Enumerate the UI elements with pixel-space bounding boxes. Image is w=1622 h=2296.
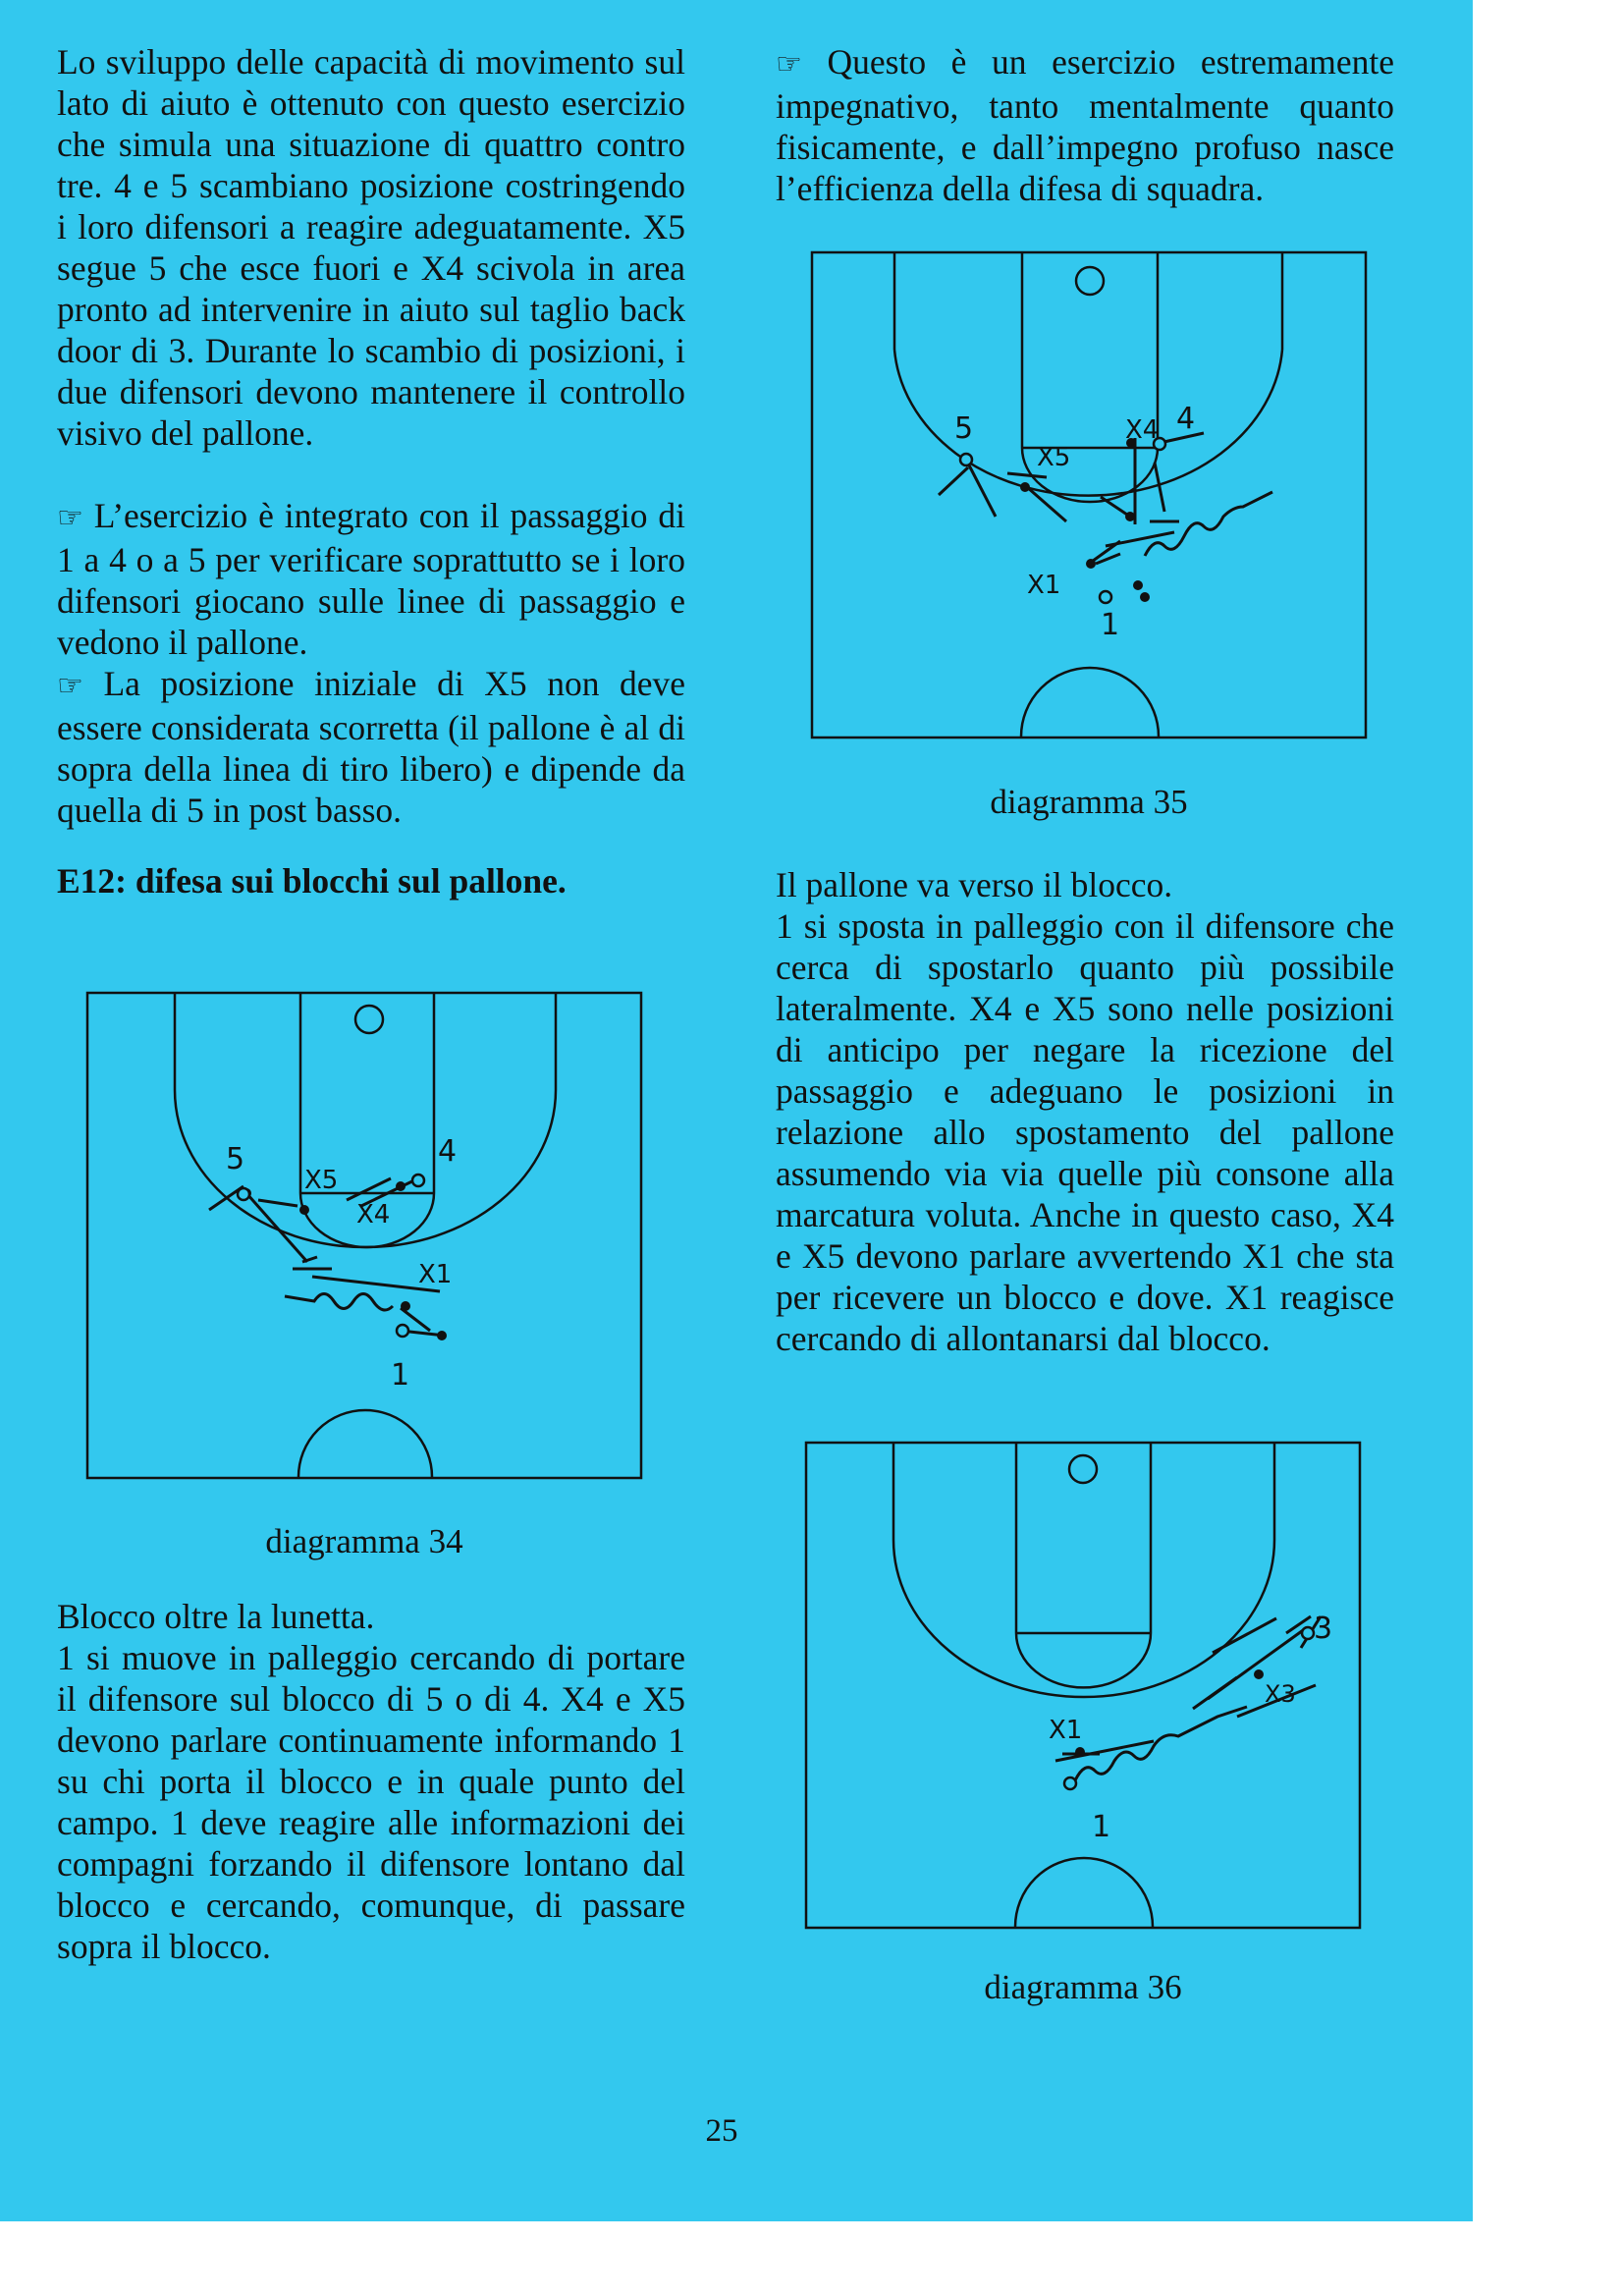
diagram-35-label-5: 5 — [954, 411, 974, 446]
left-column-bottom — [57, 1596, 685, 1967]
court-boundary — [87, 993, 641, 1478]
section-heading: E12: difesa sui blocchi sul pallone. — [57, 861, 567, 901]
three-point-arc — [894, 350, 1282, 496]
basket — [355, 1006, 383, 1033]
diagram-35 — [811, 251, 1367, 738]
left-paragraph-4: 1 si muove in palleggio cercando di portare il difensore sul blocco di 5 o di 4. X4 e X5 devono parlare continuamente informando 1 su chi porta il blocco e in quale punto del campo. 1 deve reagire alle informazioni dei compagni forzando il difensore lontano dal blocco e cercando, comunque, di passare sopra il blocco. — [57, 1638, 685, 1966]
three-point-arc — [893, 1540, 1274, 1697]
diagram-34-label-4: 4 — [438, 1134, 458, 1169]
court-diagram-34 — [86, 992, 642, 1479]
court-diagram-36 — [805, 1442, 1361, 1929]
center-circle-half — [298, 1410, 432, 1477]
diagram-34-label-x1: X1 — [418, 1260, 453, 1289]
pointing-hand-icon: ☞ — [57, 501, 83, 535]
pointing-hand-icon: ☞ — [57, 669, 83, 703]
page-number: 25 — [705, 2113, 738, 2149]
diagram-36-label-1: 1 — [1092, 1810, 1111, 1844]
diagram-36-caption: diagramma 36 — [984, 1968, 1182, 2006]
center-circle-half — [1015, 1858, 1153, 1927]
diagram-34-label-5: 5 — [226, 1142, 245, 1176]
right-column — [776, 41, 1394, 209]
left-paragraph-4-title: Blocco oltre la lunetta. — [57, 1597, 375, 1636]
diagram-34 — [86, 992, 642, 1479]
diagram-36-label-x3: X3 — [1265, 1680, 1296, 1708]
right-paragraph-2-title: Il pallone va verso il blocco. — [776, 865, 1173, 904]
diagram-34-label-x5: X5 — [304, 1166, 339, 1195]
basket — [1069, 1455, 1097, 1483]
diagram-35-caption: diagramma 35 — [990, 783, 1188, 821]
right-column-middle — [776, 864, 1394, 1359]
right-paragraph-2: 1 si sposta in palleggio con il difensore che cerca di spostarlo quanto più possibile lateralmente. X4 e X5 sono nelle posizioni di anticipo per negare la ricezione del passaggio e adeguano le posizioni in relazione allo spostamento del pallone assumendo via via quelle più consone alla marcatura voluta. Anche in questo caso, X4 e X5 devono parlare avvertendo X1 che sta per ricevere un blocco e dove. X1 reagisce cercando di allontanarsi dal blocco. — [776, 906, 1394, 1358]
left-column — [57, 41, 685, 902]
diagram-36-label-3: 3 — [1314, 1612, 1333, 1646]
left-paragraph-3: ☞ La posizione iniziale di X5 non deve essere considerata scorretta (il pallone è al di sopra della linea di tiro libero) e dipende da quella di 5 in post basso. — [57, 664, 686, 830]
diagram-36 — [805, 1442, 1361, 1929]
diagram-34-label-1: 1 — [391, 1358, 410, 1393]
diagram-34-caption: diagramma 34 — [265, 1522, 463, 1560]
diagram-34-label-x4: X4 — [356, 1200, 391, 1230]
diagram-35-label-x1: X1 — [1027, 571, 1061, 600]
diagram-35-label-4: 4 — [1176, 402, 1196, 436]
diagram-35-label-1: 1 — [1101, 608, 1120, 642]
center-circle-half — [1021, 668, 1159, 737]
right-paragraph-1: ☞ Questo è un esercizio estremamente impegnativo, tanto mentalmente quanto fisicamente, e dall’impegno profuso nasce l’efficienza della difesa di squadra. — [776, 42, 1395, 208]
left-paragraph-2: ☞ L’esercizio è integrato con il passaggio di 1 a 4 o a 5 per verificare soprattutto se i loro difensori giocano sulle linee di passaggio e vedono il pallone. — [57, 496, 686, 662]
pointing-hand-icon: ☞ — [776, 47, 802, 82]
left-paragraph-1: Lo sviluppo delle capacità di movimento sul lato di aiuto è ottenuto con questo esercizio che simula una situazione di quattro contro tre. 4 e 5 scambiano posizione costringendo i loro difensori a reagire adeguatamente. X5 segue 5 che esce fuori e X4 scivola in area pronto ad intervenire in aiuto sul taglio back door di 3. Durante lo scambio di posizioni, i due difensori devono mantenere il controllo visivo del pallone. — [57, 42, 685, 453]
basket — [1076, 267, 1104, 295]
diagram-35-label-x4: X4 — [1125, 415, 1160, 445]
court-diagram-35 — [811, 251, 1367, 738]
diagram-36-label-x1: X1 — [1049, 1716, 1083, 1745]
diagram-35-label-x5: X5 — [1037, 443, 1071, 472]
